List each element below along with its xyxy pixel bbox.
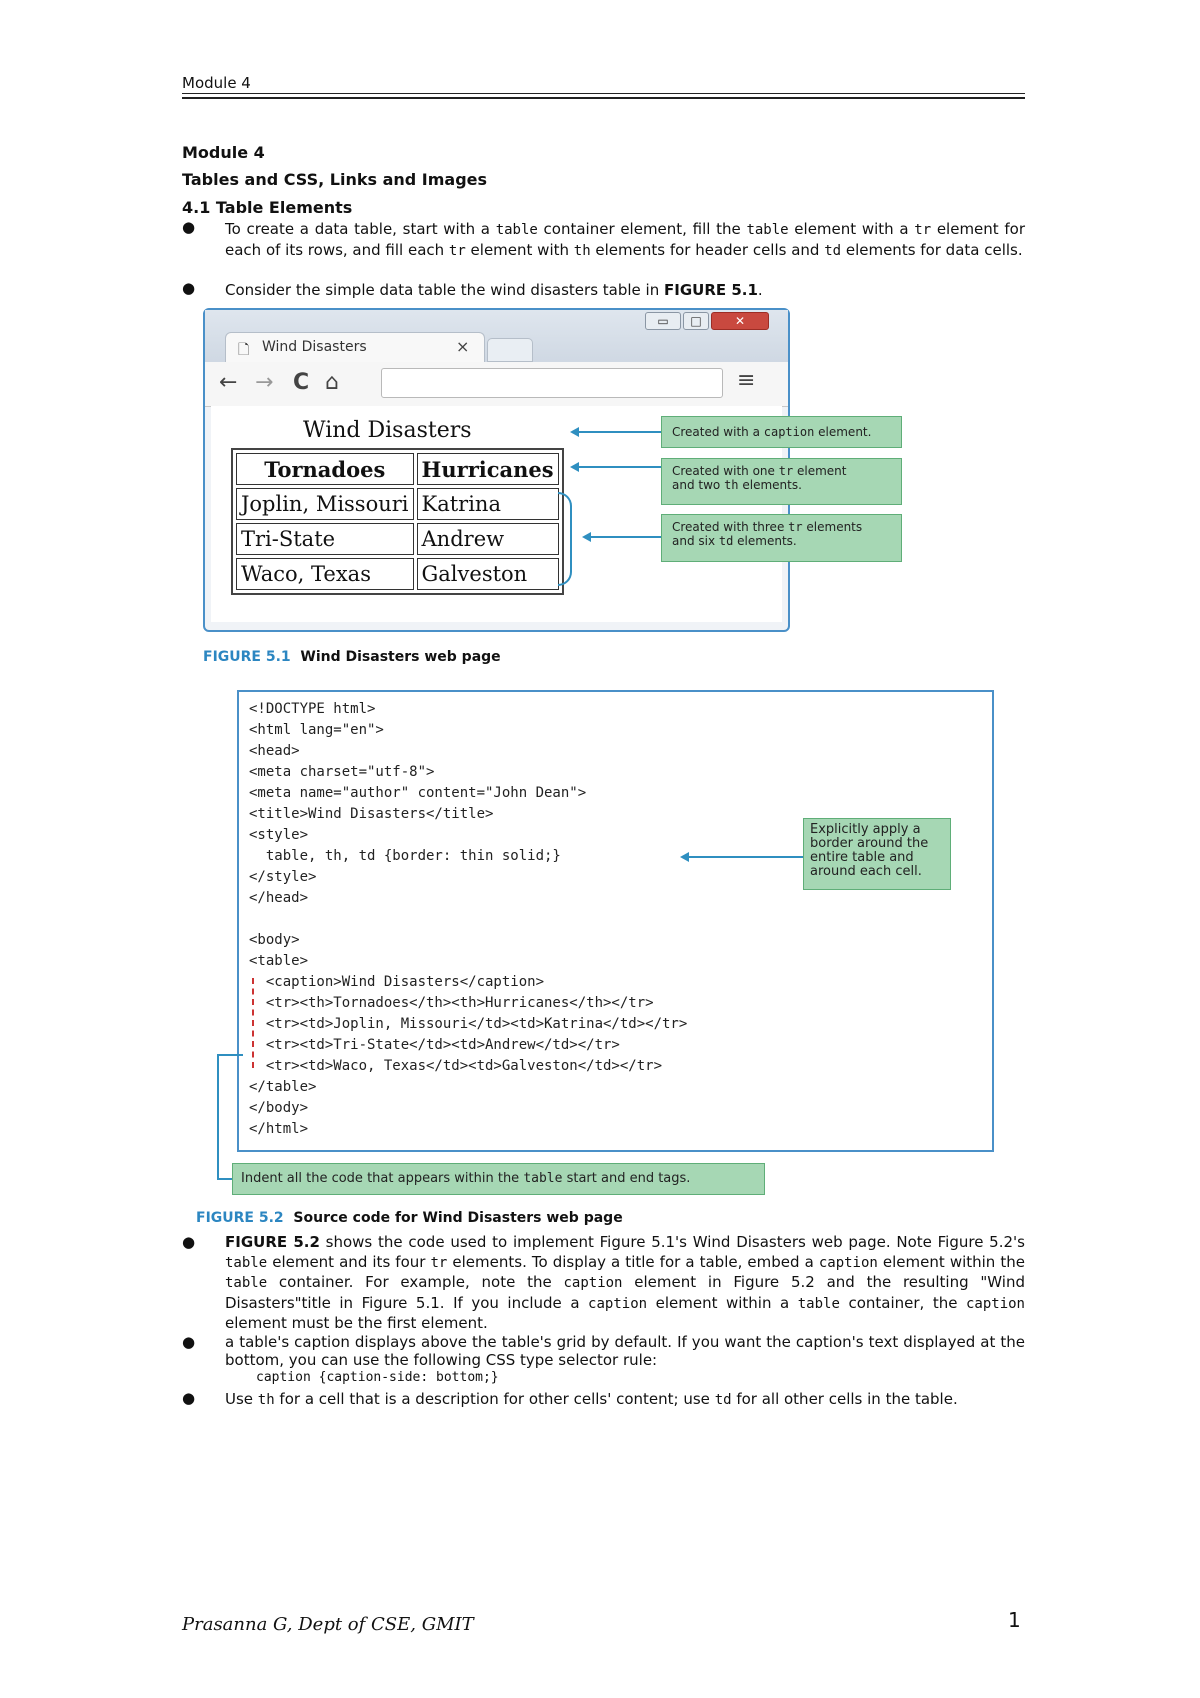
address-bar[interactable] — [381, 368, 723, 398]
arrowhead-icon — [570, 462, 579, 472]
footer-author: Prasanna G, Dept of CSE, GMIT — [182, 1614, 474, 1635]
code-line: <!DOCTYPE html> — [249, 701, 376, 717]
source-code-box — [237, 690, 994, 1152]
bullet-marker: ● — [182, 1389, 196, 1407]
running-header: Module 4 — [182, 74, 251, 92]
window-close-button[interactable]: ✕ — [711, 312, 769, 330]
css-code-example: caption {caption-side: bottom;} — [256, 1370, 499, 1385]
forward-arrow-icon[interactable]: → — [255, 370, 274, 395]
menu-icon[interactable]: ≡ — [737, 368, 756, 393]
callout-border-style: Explicitly apply a border around the entire table and around each cell. — [803, 818, 951, 890]
callout-indent: Indent all the code that appears within the table start and end tags. — [232, 1163, 765, 1195]
browser-tab[interactable] — [225, 332, 485, 364]
code-line: <tr><th>Tornadoes</th><th>Hurricanes</th></tr> — [249, 995, 654, 1011]
table-row — [236, 558, 559, 590]
arrowhead-icon — [582, 532, 591, 542]
callout-arrow — [217, 1054, 243, 1056]
callout-arrow — [579, 466, 661, 468]
table-header-row — [236, 453, 559, 485]
table-cell: Tri-State — [236, 523, 414, 555]
bullet-marker: ● — [182, 279, 196, 297]
code-line: <table> — [249, 953, 309, 969]
arrowhead-icon — [680, 852, 689, 862]
code-line: <tr><td>Waco, Texas</td><td>Galveston</td></tr> — [249, 1058, 663, 1074]
callout-header-row: Created with one tr element and two th elements. — [661, 458, 902, 505]
reload-icon[interactable]: C — [293, 370, 310, 395]
indent-bracket — [252, 978, 258, 1068]
code-line: <style> — [249, 827, 309, 843]
code-line: <html lang="en"> — [249, 722, 384, 738]
code-line: <head> — [249, 743, 300, 759]
figure-2-caption: FIGURE 5.2 Source code for Wind Disasters web page — [196, 1210, 623, 1226]
callout-arrow — [689, 856, 803, 858]
table-cell: Joplin, Missouri — [236, 488, 414, 520]
table-cell: Andrew — [417, 523, 559, 555]
code-line: <caption>Wind Disasters</caption> — [249, 974, 545, 990]
bullet-marker: ● — [182, 218, 196, 236]
callout-arrow — [217, 1178, 232, 1180]
callout-caption: Created with a caption element. — [661, 416, 902, 448]
code-line: <tr><td>Joplin, Missouri</td><td>Katrina</td></tr> — [249, 1016, 688, 1032]
code-line: <meta name="author" content="John Dean"> — [249, 785, 587, 801]
page-icon: 🗋 — [238, 342, 250, 358]
bullet-paragraph: To create a data table, start with a table container element, fill the table element with a tr element for each of its rows, and fill each tr element with th elements for header cells and td elements for data cells. — [225, 220, 1025, 259]
header-rule — [182, 93, 1025, 94]
tab-bar — [205, 310, 788, 362]
bullet-paragraph: Use th for a cell that is a description for other cells' content; use td for all other cells in the table. — [225, 1390, 958, 1408]
close-icon[interactable]: × — [456, 337, 470, 356]
table-caption: Wind Disasters — [303, 418, 472, 443]
section-title: Tables and CSS, Links and Images — [182, 170, 488, 189]
navigation-bar — [205, 362, 788, 407]
minimize-button[interactable]: ▭ — [645, 312, 681, 330]
code-line: <meta charset="utf-8"> — [249, 764, 435, 780]
page-number: 1 — [1008, 1608, 1021, 1632]
callout-arrow — [591, 536, 661, 538]
table-cell: Galveston — [417, 558, 559, 590]
bullet-paragraph: a table's caption displays above the table's grid by default. If you want the caption's text displayed at the bottom, you can use the following CSS type selector rule: — [225, 1333, 1025, 1369]
table-cell: Waco, Texas — [236, 558, 414, 590]
wind-disasters-table — [231, 448, 564, 595]
new-tab-button[interactable] — [487, 338, 533, 362]
home-icon[interactable]: ⌂ — [325, 370, 339, 395]
bullet-marker: ● — [182, 1333, 196, 1351]
code-line: <tr><td>Tri-State</td><td>Andrew</td></tr> — [249, 1037, 620, 1053]
bullet-paragraph: Consider the simple data table the wind disasters table in FIGURE 5.1. — [225, 281, 763, 299]
callout-arrow — [579, 431, 661, 433]
figure-1-caption: FIGURE 5.1 Wind Disasters web page — [203, 649, 501, 665]
callout-data-rows: Created with three tr elements and six td elements. — [661, 514, 902, 562]
code-line: </body> — [249, 1100, 309, 1116]
code-line: table, th, td {border: thin solid;} — [249, 848, 561, 864]
code-line: </head> — [249, 890, 309, 906]
header-rule-thick — [182, 97, 1025, 99]
arrowhead-icon — [570, 427, 579, 437]
bullet-paragraph: FIGURE 5.2 shows the code used to implement Figure 5.1's Wind Disasters web page. Note Figure 5.2's table element and its four tr elements. To display a title for a table, embed a caption element within the table container. For example, note the caption element in Figure 5.2 and the resulting "Wind Disasters"title in Figure 5.1. If you include a caption element within a table container, the caption element must be the first element. — [225, 1233, 1025, 1332]
module-title: Module 4 — [182, 143, 265, 162]
table-row — [236, 488, 559, 520]
tab-title: Wind Disasters — [262, 339, 367, 355]
table-row — [236, 523, 559, 555]
maximize-button[interactable]: □ — [683, 312, 709, 330]
header-cell: Hurricanes — [417, 453, 559, 485]
code-line: </html> — [249, 1121, 309, 1137]
rows-bracket — [558, 492, 572, 586]
code-line: </style> — [249, 869, 317, 885]
table-cell: Katrina — [417, 488, 559, 520]
code-line: <title>Wind Disasters</title> — [249, 806, 494, 822]
back-arrow-icon[interactable]: ← — [219, 370, 238, 395]
subsection-title: 4.1 Table Elements — [182, 198, 353, 217]
code-line: <body> — [249, 932, 300, 948]
code-line: </table> — [249, 1079, 317, 1095]
header-cell: Tornadoes — [236, 453, 414, 485]
bullet-marker: ● — [182, 1233, 196, 1251]
indent-connector — [217, 1054, 219, 1180]
